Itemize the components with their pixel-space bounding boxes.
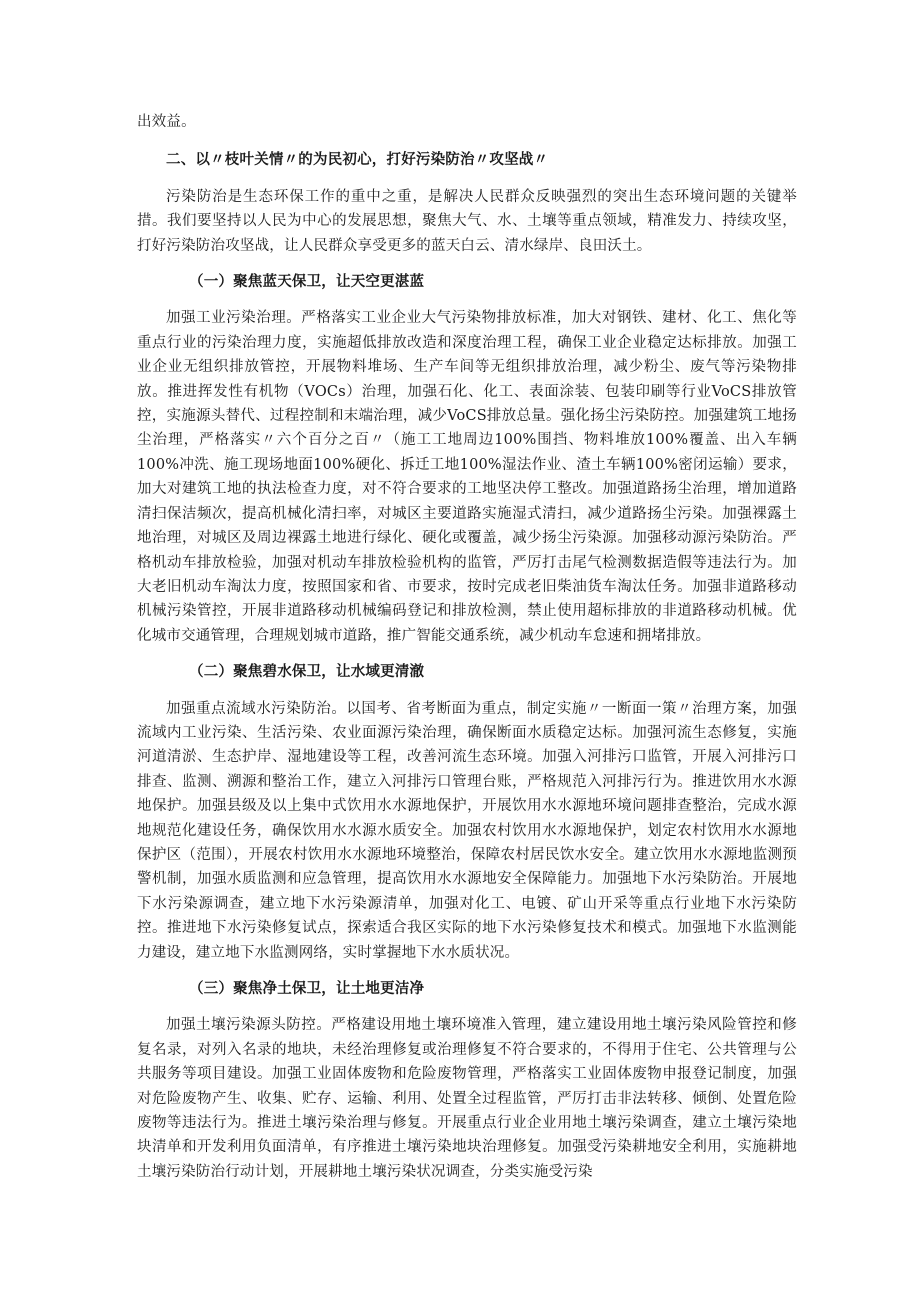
document-page: [137, 110, 797, 1184]
subsection-heading-blue-sky: （一）聚焦蓝天保卫，让天空更湛蓝: [189, 273, 425, 291]
paragraph-clear-water: 加强重点流域水污染防治。以国考、省考断面为重点，制定实施〃一断面一策〃治理方案，加强流域内工业污染、生活污染、农业面源污染治理，确保断面水质稳定达标。加强河流生态修复，实施河道清淤、生态护岸、湿地建设等工程，改善河流生态环境。加强入河排污口监管，开展入河排污口排查、监测、溯源和整治工作，建立入河排污口管理台账，严格规范入河排污行为。推进饮用水水源地保护。加强县级及以上集中式饮用水水源地保护，开展饮用水水源地环境问题排查整治，完成水源地规范化建设任务，确保饮用水水源水质安全。加强农村饮用水水源地保护，划定农村饮用水水源地保护区（范围），开展农村饮用水水源地环境整治，保障农村居民饮水安全。建立饮用水水源地监测预警机制，加强水质监测和应急管理，提高饮用水水源地安全保障能力。加强地下水污染防治。开展地下水污染源调查，建立地下水污染源清单，加强对化工、电镀、矿山开采等重点行业地下水污染防控。推进地下水污染修复试点，探索适合我区实际的地下水污染修复技术和模式。加强地下水监测能力建设，建立地下水监测网络，实时掌握地下水水质状况。: [137, 700, 797, 961]
paragraph-blue-sky: 加强工业污染治理。严格落实工业企业大气污染物排放标准，加大对钢铁、建材、化工、焦化等重点行业的污染治理力度，实施超低排放改造和深度治理工程，确保工业企业稳定达标排放。加强工业企业无组织排放管控，开展物料堆场、生产车间等无组织排放治理，减少粉尘、废气等污染物排放。推进挥发性有机物（VOCs）治理，加强石化、化工、表面涂装、包装印刷等行业VoCS排放管控，实施源头替代、过程控制和末端治理，减少VoCS排放总量。强化扬尘污染防控。加强建筑工地扬尘治理，严格落实〃六个百分之百〃（施工工地周边100%围挡、物料堆放100%覆盖、出入车辆100%冲洗、施工现场地面100%硬化、拆迁工地100%湿法作业、渣土车辆100%密闭运输）要求，加大对建筑工地的执法检查力度，对不符合要求的工地坚决停工整改。加强道路扬尘治理，增加道路清扫保洁频次，提高机械化清扫率，对城区主要道路实施湿式清扫，减少道路扬尘污染。加强裸露土地治理，对城区及周边裸露土地进行绿化、硬化或覆盖，减少扬尘污染源。加强移动源污染防治。严格机动车排放检验，加强对机动车排放检验机构的监管，严厉打击尾气检测数据造假等违法行为。加大老旧机动车淘汰力度，按照国家和省、市要求，按时完成老旧柴油货车淘汰任务。加强非道路移动机械污染管控，开展非道路移动机械编码登记和排放检测，禁止使用超标排放的非道路移动机械。优化城市交通管理，合理规划城市道路，推广智能交通系统，减少机动车怠速和拥堵排放。: [137, 310, 797, 644]
paragraph-clean-soil: 加强土壤污染源头防控。严格建设用地土壤环境准入管理，建立建设用地土壤污染风险管控和修复名录，对列入名录的地块，未经治理修复或治理修复不符合要求的，不得用于住宅、公共管理与公共服务等项目建设。加强工业固体废物和危险废物管理，严格落实工业固体废物申报登记制度，加强对危险废物产生、收集、贮存、运输、利用、处置全过程监管，严厉打击非法转移、倾倒、处置危险废物等违法行为。推进土壤污染治理与修复。开展重点行业企业用地土壤污染调查，建立土壤污染地块清单和开发利用负面清单，有序推进土壤污染地块治理修复。加强受污染耕地安全利用，实施耕地土壤污染防治行动计划，开展耕地土壤污染状况调查，分类实施受污染: [137, 1017, 797, 1180]
section-heading: 二、以〃枝叶关情〃的为民初心，打好污染防治〃攻坚战〃: [166, 151, 549, 169]
intro-paragraph: 污染防治是生态环保工作的重中之重，是解决人民群众反映强烈的突出生态环境问题的关键举措。我们要坚持以人民为中心的发展思想，聚焦大气、水、土壤等重点领域，精准发力、持续攻坚，打好污染防治攻坚战，让人民群众享受更多的蓝天白云、清水绿岸、良田沃土。: [137, 188, 797, 254]
lead-line: 出效益。: [137, 114, 196, 130]
subsection-heading-clear-water: （二）聚焦碧水保卫，让水域更清澈: [189, 663, 425, 681]
subsection-heading-clean-soil: （三）聚焦净土保卫，让土地更洁净: [189, 980, 425, 997]
